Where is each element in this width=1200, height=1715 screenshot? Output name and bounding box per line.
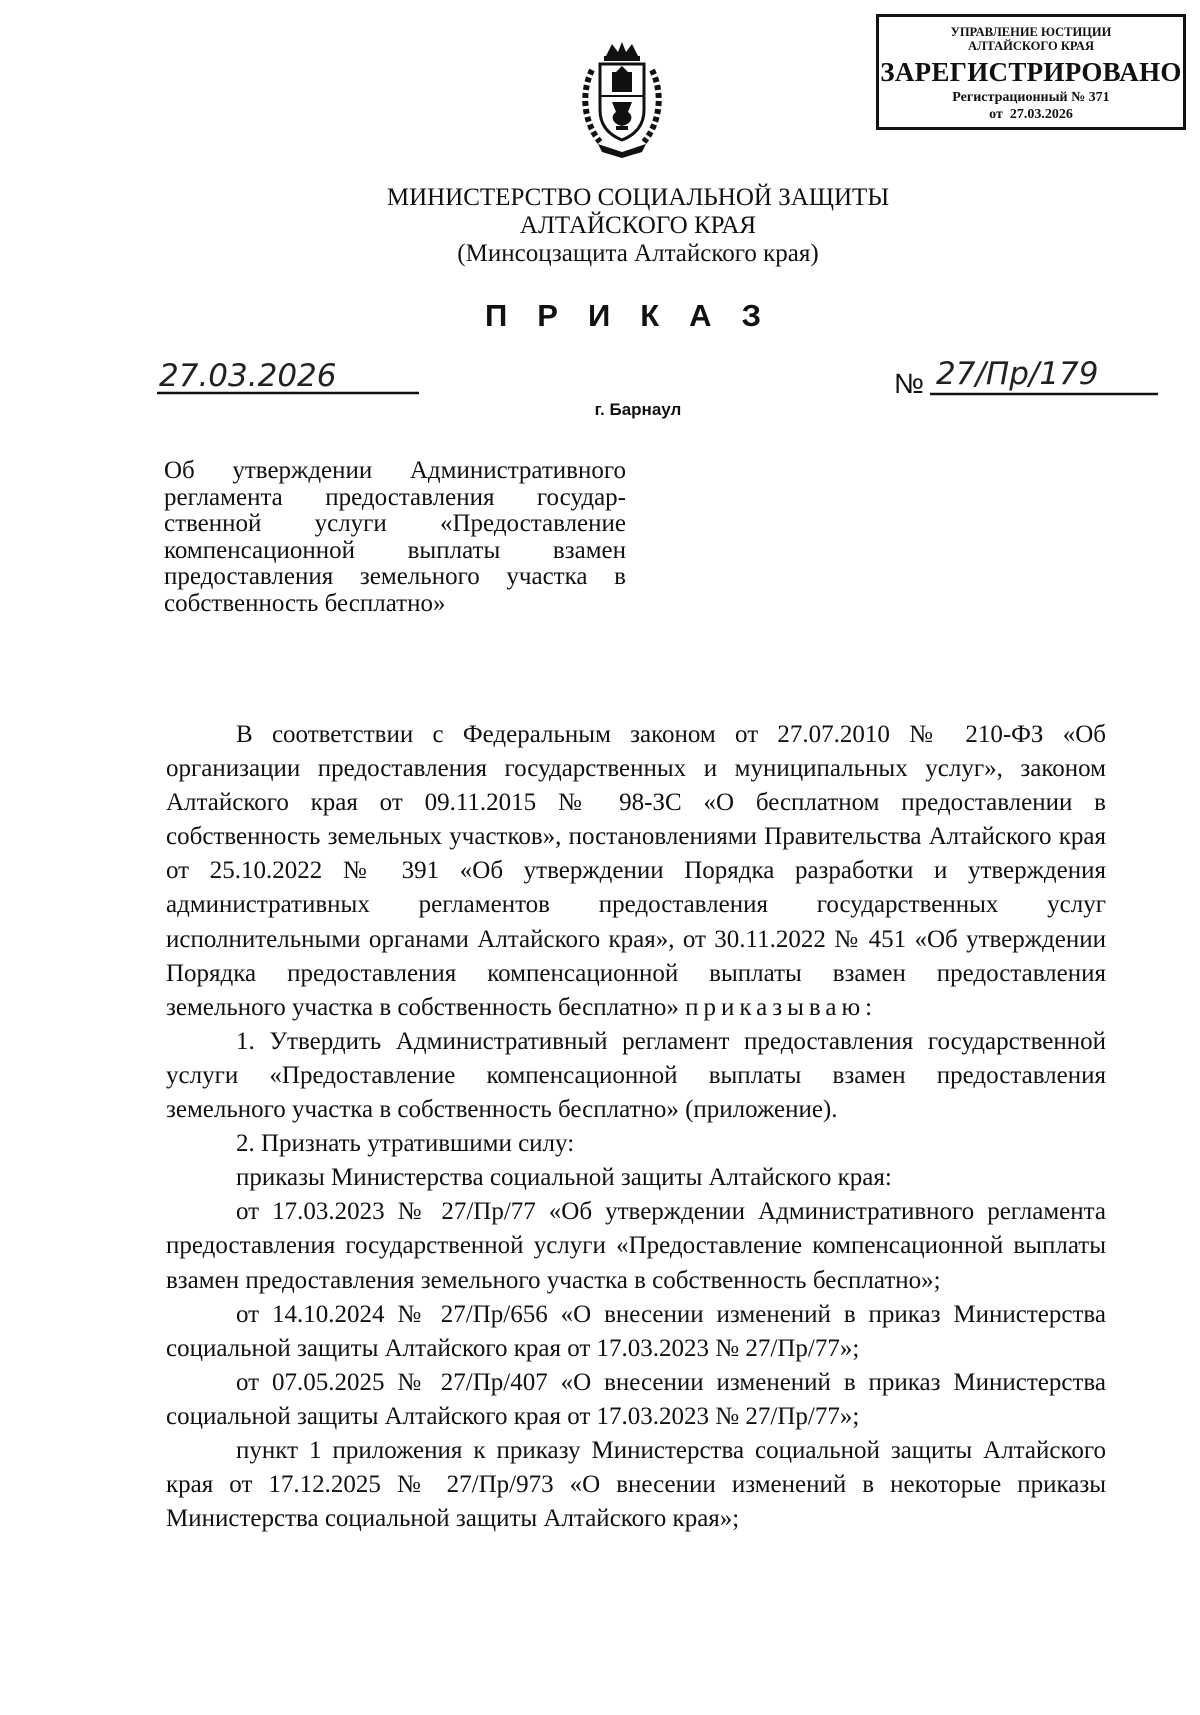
title-line: предоставления земельного участка в <box>164 563 626 590</box>
ministry-name-line-2: АЛТАЙСКОГО КРАЯ <box>519 212 757 239</box>
number-sign: № <box>894 368 925 399</box>
handwritten-number: 27/Пр/179 <box>936 356 1099 392</box>
handwritten-date: 27.03.2026 <box>159 358 337 394</box>
document-body <box>166 718 1106 1536</box>
item-1: 1. Утвердить Административный регламент предоставления государственной услуги «Предоставление компенсационной выплаты взамен предоставления земельного участка в собственность бесплатно» (приложение). <box>166 1027 1106 1124</box>
number-underline <box>930 360 1158 396</box>
stamp-reg-date: от 27.03.2026 <box>989 107 1073 122</box>
registration-stamp <box>876 14 1186 130</box>
title-line: Об утверждении Административного <box>164 457 626 484</box>
document-type: ПРИКАЗ <box>485 298 791 333</box>
item-2-intro: приказы Министерства социальной защиты Алтайского края: <box>236 1164 892 1192</box>
preamble-paragraph <box>166 718 1106 1025</box>
item-2-d: пункт 1 приложения к приказу Министерства социальной защиты Алтайского края от 17.12.2025 № 27/Пр/973 «О внесении изменений в некоторые приказы Министерства социальной защиты Алтайского края»; <box>166 1436 1106 1533</box>
stamp-reg-number: Регистрационный № 371 <box>952 90 1110 105</box>
stamp-status: ЗАРЕГИСТРИРОВАНО <box>880 57 1182 87</box>
item-2-b: от 14.10.2024 № 27/Пр/656 «О внесении изменений в приказ Министерства социальной защиты Алтайского края от 17.03.2023 № 27/Пр/77»; <box>166 1300 1106 1362</box>
command-word: приказываю: <box>685 993 878 1021</box>
preamble-text: В соответствии с Федеральным законом от 27.07.2010 № 210-ФЗ «Об организации предоставления государственных и муниципальных услуг», законом Алтайского края от 09.11.2015 № 98-ЗС «О бесплатном предоставлении в собственность земельных участков», постановлениями Правительства Алтайского края от 25.10.2022 № 391 «Об утверждении Порядка разработки и утверждения административных регламентов предоставления государственных услуг исполнительными органами Алтайского края», от 30.11.2022 № 451 «Об утверждении Порядка предоставления компенсационной выплаты взамен предоставления земельного участка в собственность бесплатно» <box>166 721 1106 1021</box>
ministry-name-line-1: МИНИСТЕРСТВО СОЦИАЛЬНОЙ ЗАЩИТЫ <box>386 184 890 211</box>
ministry-header <box>0 184 1200 268</box>
stamp-line-1: УПРАВЛЕНИЕ ЮСТИЦИИ <box>950 25 1112 39</box>
date-underline <box>157 366 419 396</box>
ministry-short-name: (Минсоцзащита Алтайского края) <box>457 240 819 267</box>
title-line: регламента предоставления государ- <box>164 483 626 511</box>
number-field <box>930 356 1158 396</box>
title-line: собственность бесплатно» <box>164 589 446 617</box>
item-2: 2. Признать утратившими силу: <box>236 1130 575 1158</box>
date-field <box>157 358 419 396</box>
item-2-c: от 07.05.2025 № 27/Пр/407 «О внесении изменений в приказ Министерства социальной защиты Алтайского края от 17.03.2023 № 27/Пр/77»; <box>166 1368 1106 1430</box>
document-title <box>164 458 626 617</box>
title-line: ственной услуги «Предоставление <box>164 510 626 537</box>
coat-of-arms-icon <box>578 40 666 158</box>
city: г. Барнаул <box>594 400 682 419</box>
item-2-a: от 17.03.2023 № 27/Пр/77 «Об утверждении Административного регламента предоставления государственной услуги «Предоставление компенсационной выплаты взамен предоставления земельного участка в собственность бесплатно»; <box>166 1198 1106 1294</box>
title-line: компенсационной выплаты взамен <box>164 536 626 564</box>
stamp-line-2: АЛТАЙСКОГО КРАЯ <box>968 39 1094 53</box>
